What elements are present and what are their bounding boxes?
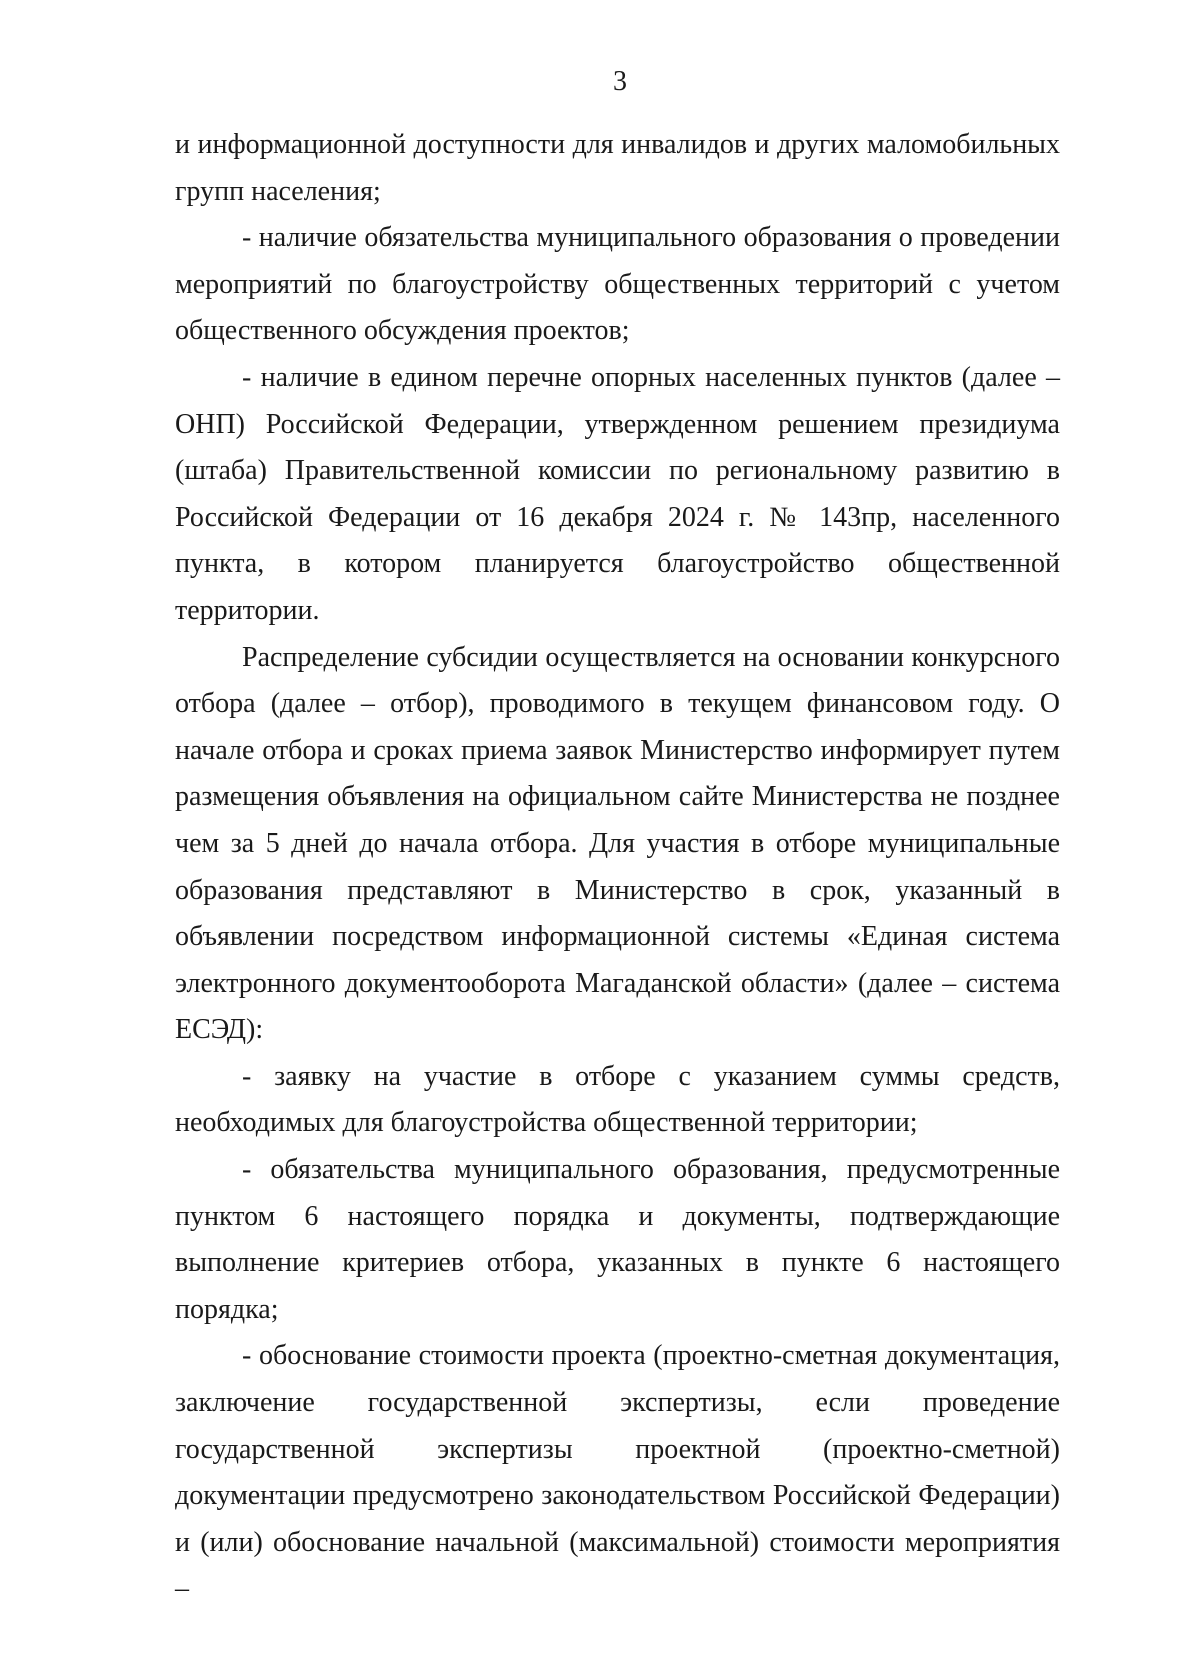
paragraph-onp-criterion: - наличие в едином перечне опорных населенных пунктов (далее – ОНП) Российской Федерации, утвержденном решением президиума (штаба) Правительственной комиссии по региональному развитию в Российской Федерации от 16 декабря 2024 г. № 143пр, населенного пункта, в котором планируется благоустройство общественной территории. [175, 361, 1060, 626]
paragraph-continuation: и информационной доступности для инвалидов и других маломобильных групп населения; [175, 129, 1060, 207]
document-body [175, 122, 1060, 1613]
paragraph-cost-justification-item: - обоснование стоимости проекта (проектно-сметная документация, заключение государственной экспертизы, если проведение государственной экспертизы проектной (проектно-сметной) документации предусмотрено законодательством Российской Федерации) и (или) обоснование начальной (максимальной) стоимости мероприятия – [175, 1340, 1060, 1605]
paragraph-application-item: - заявку на участие в отборе с указанием суммы средств, необходимых для благоустройства общественной территории; [175, 1060, 1060, 1139]
paragraph-obligation-criterion: - наличие обязательства муниципального образования о проведении мероприятий по благоустройству общественных территорий с учетом общественного обсуждения проектов; [175, 222, 1060, 347]
page-number: 3 [613, 66, 627, 97]
paragraph-obligations-item: - обязательства муниципального образования, предусмотренные пунктом 6 настоящего порядка и документы, подтверждающие выполнение критериев отбора, указанных в пункте 6 настоящего порядка; [175, 1154, 1060, 1325]
paragraph-subsidy-distribution: Распределение субсидии осуществляется на основании конкурсного отбора (далее – отбор), проводимого в текущем финансовом году. О начале отбора и сроках приема заявок Министерство информирует путем размещения объявления на официальном сайте Министерства не позднее чем за 5 дней до начала отбора. Для участия в отборе муниципальные образования представляют в Министерство в срок, указанный в объявлении посредством информационной системы «Единая система электронного документооборота Магаданской области» (далее – система ЕСЭД): [175, 641, 1060, 1046]
